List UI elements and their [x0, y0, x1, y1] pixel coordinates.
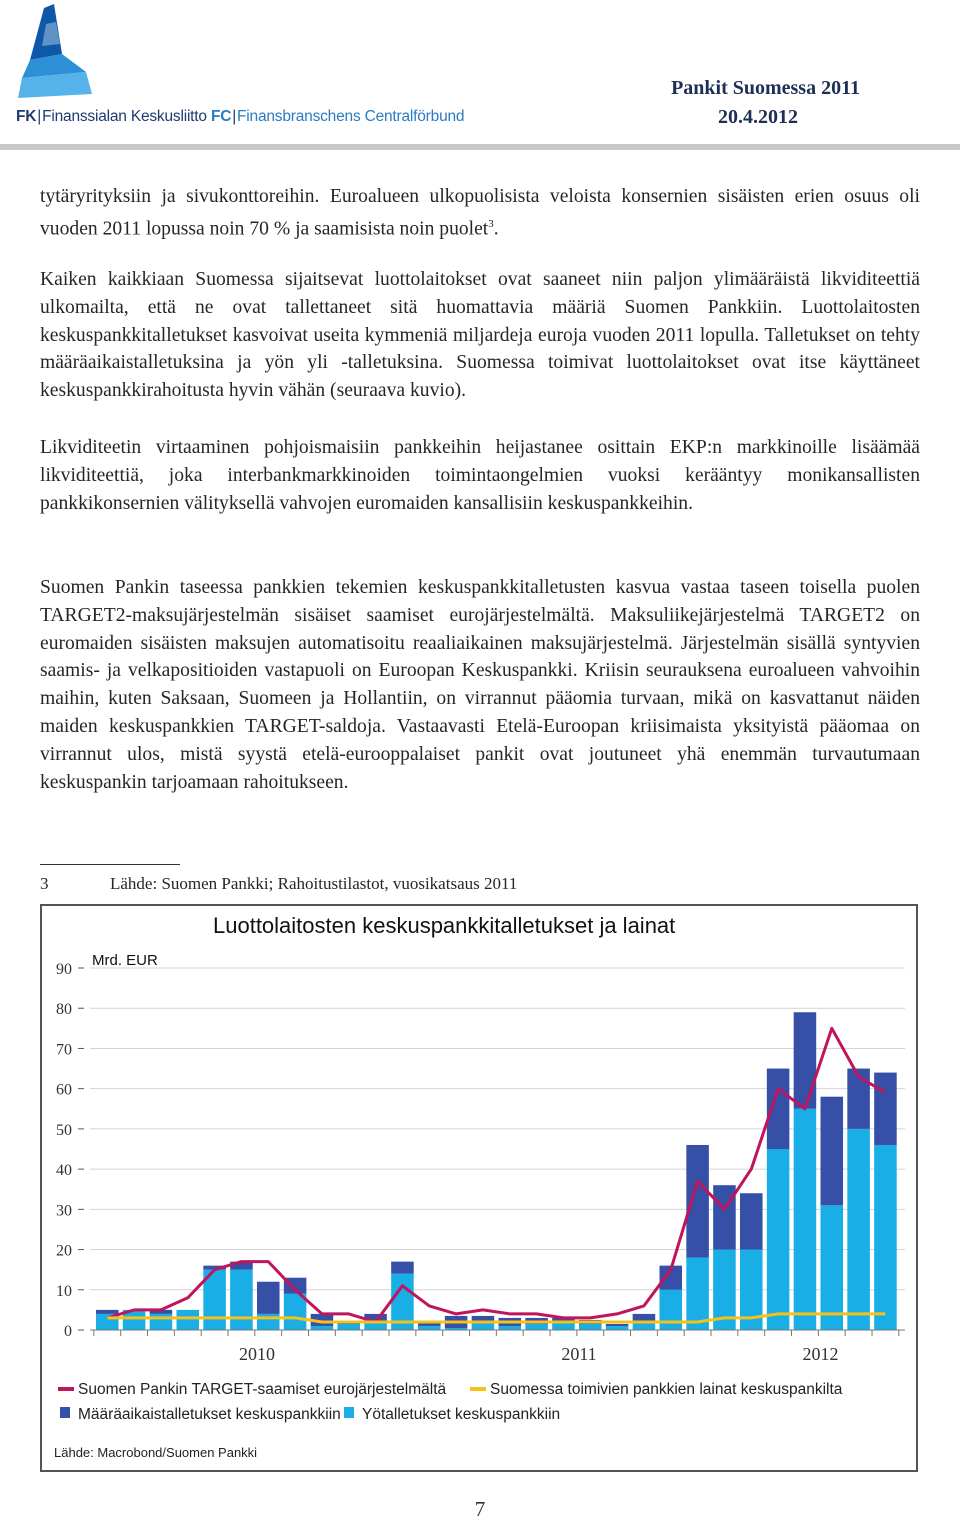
y-axis-ticks	[56, 961, 84, 1340]
bar	[874, 1073, 897, 1145]
y-tick-label: 80	[56, 1001, 72, 1019]
y-tick-label: 90	[56, 961, 72, 978]
paragraph-3: Likviditeetin virtaaminen pohjoismaisiin pankkeihin heijastanee osittain EKP:n markkinoille lisäämää likviditeettiä, joka interbankmarkkinoiden toimintaongelmien vuoksi kerääntyy monikansallisten pankkikonsernien välityksellä vahvojen euromaiden kansallisiin keskuspankkeihin.	[40, 437, 920, 514]
chart-bars	[96, 1012, 897, 1330]
legend-label: Yötalletukset keskuspankkiin	[362, 1406, 561, 1423]
bar	[606, 1324, 629, 1326]
x-year-label: 2012	[802, 1344, 839, 1364]
legend-line-swatch	[58, 1387, 74, 1391]
page-header	[0, 0, 960, 150]
legend-box-swatch	[60, 1407, 70, 1418]
bar	[660, 1290, 683, 1330]
header-divider	[0, 144, 960, 150]
bar	[686, 1145, 709, 1258]
x-year-label: 2011	[561, 1344, 597, 1364]
bar	[821, 1097, 844, 1206]
publication-title: Pankit Suomessa 2011	[671, 77, 860, 99]
bar	[525, 1324, 548, 1330]
y-tick-label: 50	[56, 1121, 72, 1139]
chart-legend	[58, 1381, 843, 1423]
bar	[338, 1324, 361, 1330]
legend-box-swatch	[344, 1407, 354, 1418]
bar	[606, 1326, 629, 1330]
y-tick-label: 60	[56, 1081, 72, 1099]
deposits-loans-chart	[40, 904, 918, 1472]
fk-logo-icon	[16, 2, 96, 102]
bar	[821, 1205, 844, 1330]
legend-line-swatch	[470, 1387, 486, 1391]
chart-title: Luottolaitosten keskuspankkitalletukset ja lainat	[213, 913, 676, 938]
paragraph-4: Suomen Pankin taseessa pankkien tekemien keskuspankkitalletusten kasvua vastaa taseen toisella puolen TARGET2-maksujärjestelmän sisäiset saamiset eurojärjestelmältä. Maksuliikejärjestelmä TARGET2 on euromaiden sisäisten maksujen automatisoitu reaaliaikainen maksujärjestelmä. Järjestelmän sisällä syntyvien saamis- ja velkapositioiden vastapuoli on Euroopan Keskuspankki. Kriisin seurauksena euroalueen vahvoihin maihin, kuten Saksaan, Suomeen ja Hollantiin, on virrannut pääomia turvaan, mikä on kasvattanut näiden maiden keskuspankkien TARGET-saldoja. Vastaavasti Etelä-Euroopan kriisimaista yksityistä pääomaa on virrannut ulos, mistä syystä etelä-eurooppalaiset pankit ovat joutuneet yhä enemmän turvautumaan keskuspankin tarjoamaan rahoitukseen.	[40, 577, 920, 793]
bar	[686, 1258, 709, 1330]
bar	[96, 1310, 119, 1314]
bar	[740, 1193, 763, 1249]
chart-source: Lähde: Macrobond/Suomen Pankki	[54, 1445, 258, 1460]
y-tick-label: 30	[56, 1202, 72, 1220]
y-tick-label: 20	[56, 1242, 72, 1260]
x-year-label: 2010	[239, 1344, 275, 1364]
y-tick-label: 70	[56, 1041, 72, 1059]
x-axis	[90, 1330, 905, 1364]
y-tick-label: 10	[56, 1282, 72, 1300]
legend-label: Suomen Pankin TARGET-saamiset eurojärjestelmältä	[78, 1381, 447, 1398]
bar	[767, 1149, 790, 1330]
bar	[874, 1145, 897, 1330]
footnote	[40, 874, 517, 894]
legend-label: Suomessa toimivien pankkien lainat keskuspankilta	[490, 1381, 843, 1398]
bar	[579, 1324, 602, 1330]
footnote-reference: 3	[488, 217, 494, 230]
organization-name: FK|Finanssialan Keskusliitto FC|Finansbranschens Centralförbund	[16, 108, 465, 125]
bar	[230, 1270, 253, 1330]
page-number: 7	[474, 1497, 486, 1521]
bar	[257, 1282, 280, 1314]
bar	[284, 1294, 307, 1330]
bar	[794, 1012, 817, 1109]
y-tick-label: 0	[64, 1323, 72, 1340]
legend-label: Määräaikaistalletukset keskuspankkiin	[78, 1406, 341, 1423]
bar	[257, 1314, 280, 1330]
bar	[311, 1326, 334, 1330]
publication-date: 20.4.2012	[718, 106, 798, 128]
bar	[391, 1262, 414, 1274]
bar	[847, 1129, 870, 1330]
bar	[177, 1310, 200, 1330]
footnote-number: 3	[40, 874, 49, 893]
paragraph-1: tytäryrityksiin ja sivukonttoreihin. Euroalueen ulkopuolisista veloista konsernien sisäisten erien osuus oli vuoden 2011 lopussa noin 70 % ja saamisista noin puolet$^3$.	[40, 186, 920, 240]
chart-unit-label: Mrd. EUR	[92, 952, 158, 969]
bar	[150, 1314, 173, 1330]
y-tick-label: 40	[56, 1162, 72, 1180]
bar	[499, 1326, 522, 1330]
bar	[794, 1109, 817, 1330]
footnote-text: Lähde: Suomen Pankki; Rahoitustilastot, vuosikatsaus 2011	[110, 874, 518, 893]
footnote-divider	[40, 864, 180, 865]
paragraph-2: Kaiken kaikkiaan Suomessa sijaitsevat luottolaitokset ovat saaneet niin paljon ylimääräistä likviditeettiä ulkomailta, että ne ovat tallettaneet sitä huomattavia määriä Suomen Pankkiin. Luottolaitosten keskuspankkitalletukset kasvoivat useita kymmeniä miljardeja euroja vuoden 2011 lopulla. Talletukset on tehty määräaikaistalletuksina ja yön yli -talletuksina. Suomessa toimivat luottolaitokset ovat itse käyttäneet keskuspankkirahoitusta hyvin vähän (seuraava kuvio).	[40, 269, 920, 402]
bar	[418, 1326, 441, 1330]
